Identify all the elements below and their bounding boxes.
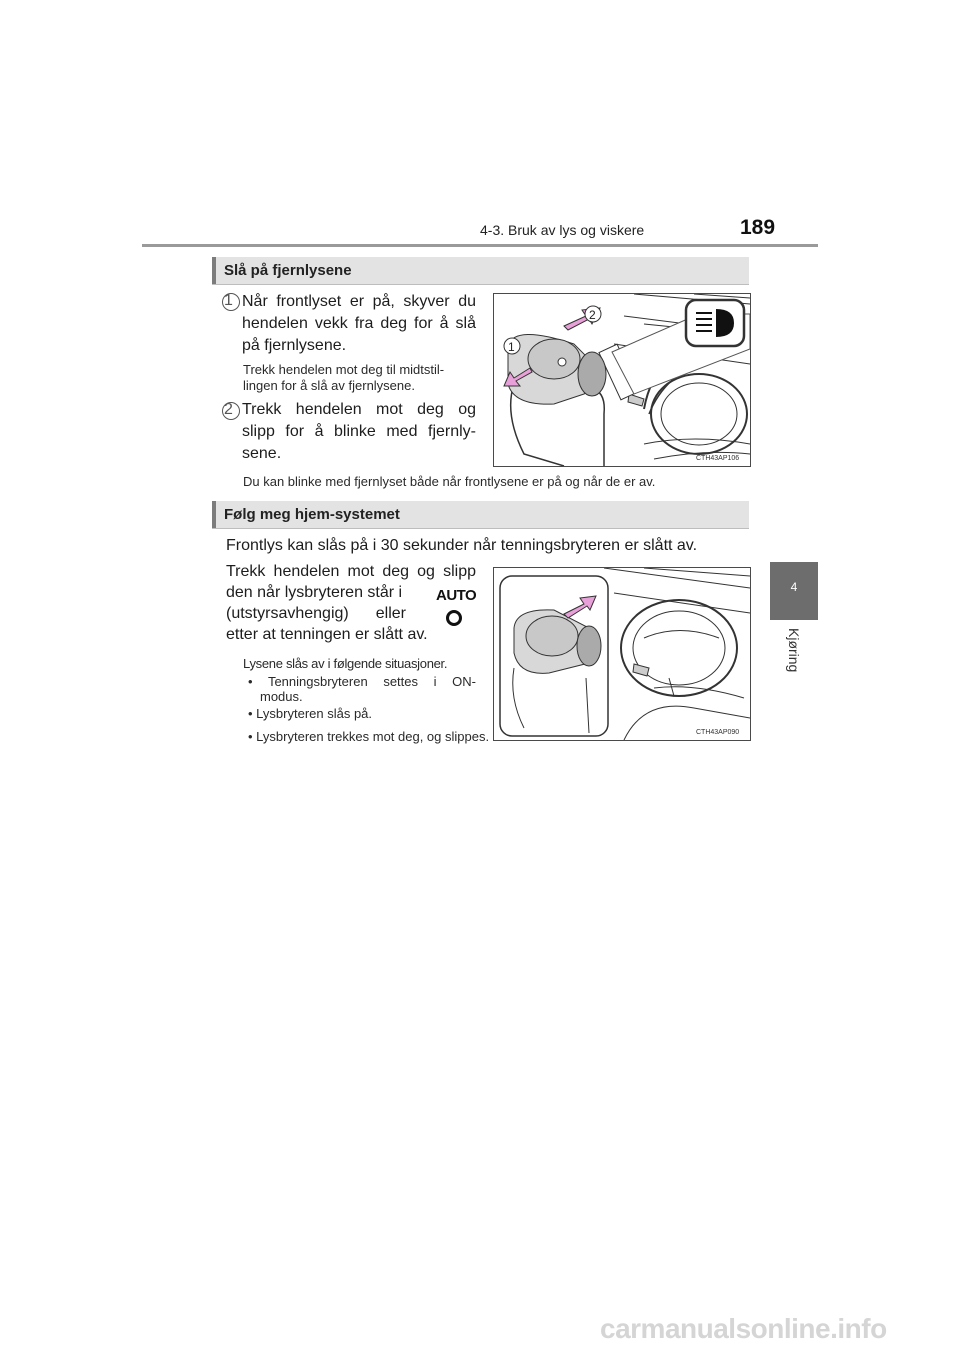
step-number-1: 1 <box>224 292 240 310</box>
section-accent <box>212 257 216 285</box>
figure-follow-me-home-lever <box>493 567 751 741</box>
section-accent <box>212 501 216 529</box>
text-line: Trekk hendelen mot deg og <box>242 401 476 418</box>
page-number: 189 <box>740 216 776 239</box>
text-line: Trekk hendelen mot deg og slipp <box>226 563 476 580</box>
text-line: Når frontlyset er på, skyver du <box>242 293 476 310</box>
step1-note <box>243 362 477 394</box>
callout-1: 1 <box>508 340 515 354</box>
section-heading-follow-me-home <box>212 501 749 529</box>
watermark <box>600 1312 940 1353</box>
step1-text <box>242 291 476 357</box>
callout-2: 2 <box>589 308 596 322</box>
text-line: den når lysbryteren står i <box>226 584 403 601</box>
svg-text:carmanualsonline.info: carmanualsonline.info <box>600 1313 887 1344</box>
off-position-icon <box>446 610 462 626</box>
lever-illustration <box>494 294 750 466</box>
list-item: • Lysbryteren trekkes mot deg, og slippes. <box>248 729 490 744</box>
list-item: • Tenningsbryteren settes i ON- <box>248 674 476 689</box>
figure-high-beam-lever <box>493 293 751 467</box>
list-item: modus. <box>260 689 303 704</box>
text-line: (utstyrsavhengig) eller <box>226 605 406 622</box>
step2-text <box>242 399 476 465</box>
text-line: etter at tenningen er slått av. <box>226 626 428 643</box>
step-number-2: 2 <box>224 401 240 419</box>
list-item: • Lysbryteren slås på. <box>248 706 373 721</box>
section-title: Følg meg hjem-systemet <box>224 506 400 523</box>
lever-illustration <box>494 568 750 740</box>
note-line: lingen for å slå av fjernlysene. <box>243 378 415 393</box>
text-line: hendelen vekk fra deg for å slå <box>242 315 476 332</box>
note-heading: Lysene slås av i følgende situasjoner. <box>243 656 448 671</box>
chapter-label <box>780 628 810 698</box>
figure-code: CTH43AP106 <box>696 455 740 462</box>
figure-code: CTH43AP090 <box>696 729 740 736</box>
section-heading-high-beam <box>212 257 749 285</box>
section-title: Slå på fjernlysene <box>224 262 352 279</box>
header-section-title: 4-3. Bruk av lys og viskere <box>480 222 645 238</box>
section-rule <box>212 284 749 285</box>
auto-symbol: AUTO <box>436 587 477 604</box>
chapter-tab: 4 <box>770 562 818 620</box>
section2-intro: Frontlys kan slås på i 30 sekunder når tenningsbryteren er slått av. <box>226 537 698 554</box>
text-line: sene. <box>242 445 282 462</box>
chapter-label-text: Kjøring <box>786 628 802 673</box>
text-line: på fjernlysene. <box>242 337 347 354</box>
section1-note: Du kan blinke med fjernlyset både når frontlysene er på og når de er av. <box>243 474 656 489</box>
bullet-list <box>248 674 490 744</box>
header-divider <box>142 244 818 247</box>
section-rule <box>212 528 749 529</box>
note-line: Trekk hendelen mot deg til midtstil- <box>243 362 445 377</box>
text-line: slipp for å blinke med fjernly- <box>242 423 476 440</box>
watermark-logo <box>600 1312 940 1346</box>
